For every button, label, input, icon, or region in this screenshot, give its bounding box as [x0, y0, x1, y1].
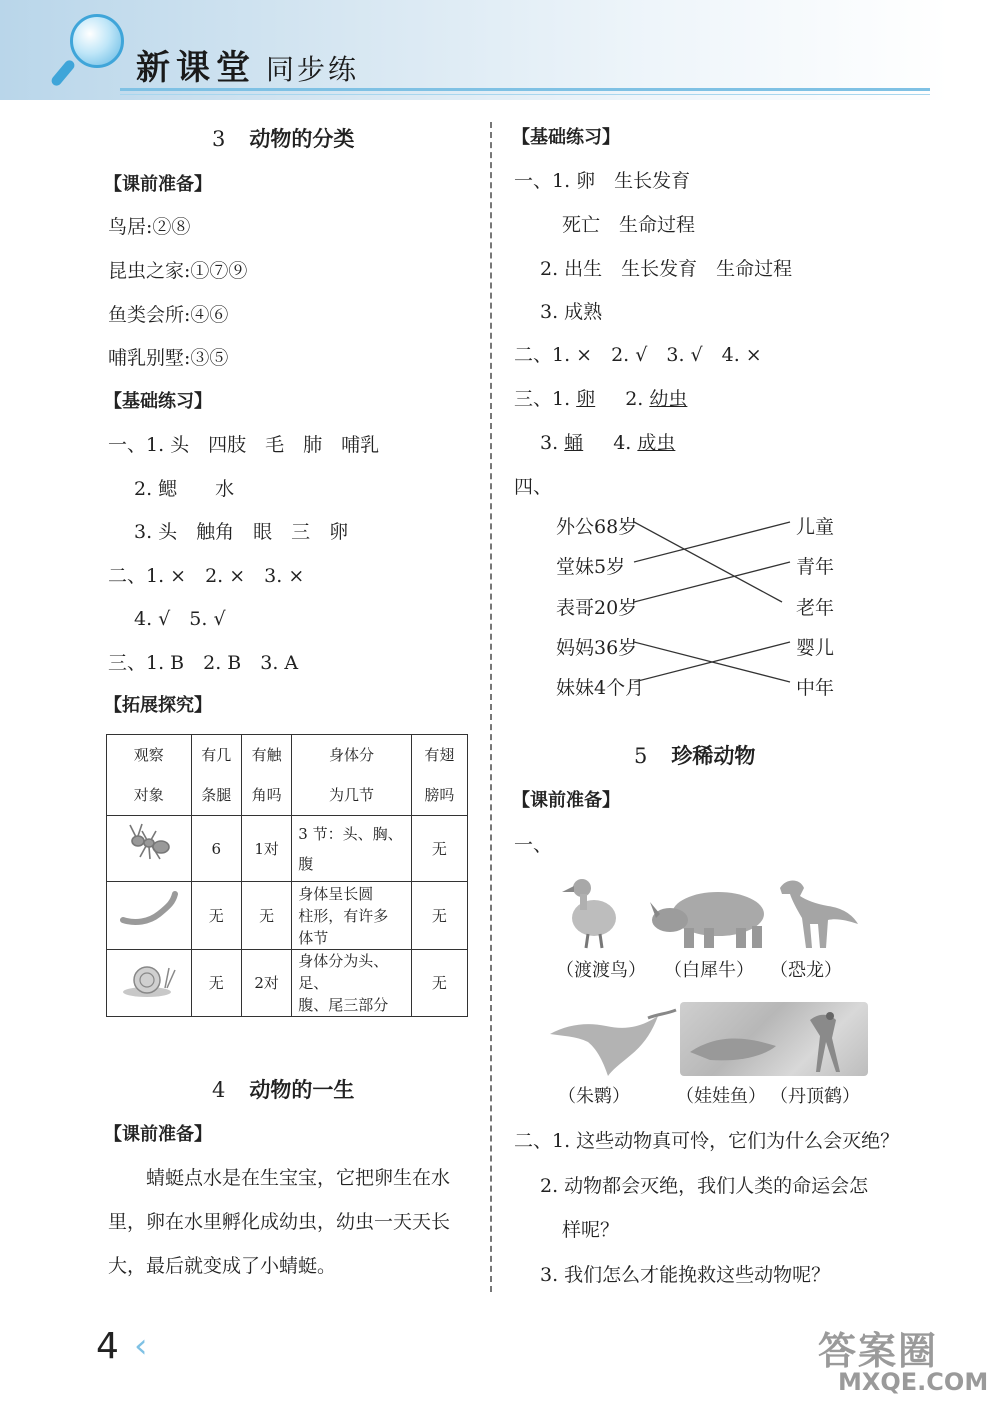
sec4-q3-line-1 [514, 384, 687, 411]
q3-prefix: 2. [625, 388, 650, 410]
section-4-name: 动物的一生 [249, 1078, 355, 1102]
ant-body-cell [292, 816, 411, 882]
sec4-q1-line: 一、1. 卵 生长发育 [514, 170, 691, 192]
earthworm-body-cell [292, 882, 411, 950]
table-header-cell [411, 735, 467, 816]
match-left-item: 外公68岁 [556, 516, 638, 538]
section-5-name: 珍稀动物 [671, 744, 756, 768]
animal-label: （丹顶鹤） [770, 1086, 860, 1107]
sec3-basic-line: 一、1. 头 四肢 毛 肺 哺乳 [108, 434, 380, 456]
sec5-q2-line: 3. 我们怎么才能挽救这些动物呢？ [540, 1264, 831, 1286]
sec5-prep-label: 【课前准备】 [512, 790, 620, 811]
sec4-q3-line-2 [540, 428, 675, 455]
sec4-basic-label: 【基础练习】 [512, 127, 620, 148]
header-rule [120, 88, 930, 91]
table-row [107, 950, 468, 1017]
table-header-cell [241, 735, 291, 816]
cell-line: 角吗 [251, 786, 282, 804]
match-right-item: 儿童 [796, 516, 835, 538]
match-line-cousin-child [634, 522, 790, 562]
animal-label: （渡渡鸟） [556, 960, 646, 981]
ant-wings-cell: 无 [411, 816, 467, 882]
match-right-item: 婴儿 [796, 637, 835, 659]
cell-line: 对象 [133, 786, 164, 804]
cell-line: 为几节 [328, 786, 374, 804]
cell-line: 腹、尾三部分 [298, 996, 389, 1014]
cell-line: 身体分为头、 [298, 952, 389, 970]
q3-answer-larva: 幼虫 [649, 388, 688, 410]
sec3-prep-line: 鸟居:②⑧ [108, 216, 191, 238]
observation-table [106, 734, 468, 1017]
sec4-q1-line: 3. 成熟 [540, 301, 603, 323]
match-right-item: 老年 [796, 597, 835, 619]
match-left-item: 堂妹5岁 [556, 556, 626, 578]
match-line-brother-youth [634, 562, 790, 602]
table-header-cell [191, 735, 241, 816]
giant-salamander-and-crane-photo [680, 1002, 868, 1076]
table-header-cell [107, 735, 192, 816]
crested-ibis-picture-icon [548, 1004, 678, 1078]
section-3-title [212, 123, 354, 153]
sec4-q2-line: 二、1. × 2. √ 3. √ 4. × [514, 344, 762, 366]
table-row [107, 882, 468, 950]
ant-antenna-cell: 1对 [241, 816, 291, 882]
section-4-title [212, 1074, 354, 1104]
table-row [107, 816, 468, 882]
animal-label: （娃娃鱼） [676, 1086, 766, 1107]
sec3-basic-line: 三、1. B 2. B 3. A [108, 652, 299, 674]
snail-body-cell [292, 950, 411, 1017]
dinosaur-picture-icon [776, 874, 860, 950]
animal-label: （恐龙） [770, 960, 842, 981]
q3-prefix: 4. [613, 432, 638, 454]
sec5-q2-line: 二、1. 这些动物真可怜，它们为什么会灭绝？ [514, 1130, 900, 1152]
earthworm-antenna-cell: 无 [241, 882, 291, 950]
sec4-q4-label: 四、 [514, 476, 553, 498]
snail-picture-cell [107, 950, 192, 1017]
table-header-cell [292, 735, 411, 816]
cell-line: 膀吗 [424, 786, 455, 804]
section-5-title [634, 740, 755, 770]
brand-subtitle: 同步练 [266, 53, 360, 86]
cell-line: 观察 [133, 746, 164, 764]
sec3-basic-line: 2. 鳃 水 [134, 478, 235, 500]
cell-line: 身体呈长圆 [298, 884, 374, 903]
earthworm-icon [119, 888, 179, 928]
chevron-left-icon: ‹ [134, 1326, 148, 1366]
ant-picture-cell [107, 816, 192, 882]
snail-wings-cell: 无 [411, 950, 467, 1017]
section-5-number: 5 [634, 744, 648, 768]
animal-label: （朱鹮） [558, 1086, 630, 1107]
cell-line: 足、 [298, 974, 329, 992]
snail-icon [119, 954, 179, 998]
watermark-logo: 答案圈 [818, 1329, 939, 1373]
sec3-basic-label: 【基础练习】 [104, 391, 212, 412]
animal-label: （白犀牛） [664, 960, 754, 981]
earthworm-picture-cell [107, 882, 192, 950]
cell-line: 柱形，有许多 [298, 906, 389, 925]
sec5-q1-label: 一、 [514, 834, 553, 856]
column-divider [490, 122, 492, 1292]
sec3-prep-line: 哺乳别墅:③⑤ [108, 347, 229, 369]
sec4-prep-line: 蜻蜓点水是在生宝宝，它把卵生在水 [108, 1167, 451, 1189]
sec3-ext-label: 【拓展探究】 [104, 695, 212, 716]
earthworm-wings-cell: 无 [411, 882, 467, 950]
cell-line: 3 节：头、胸、 [298, 824, 403, 843]
match-right-item: 中年 [796, 677, 835, 699]
sec4-prep-line: 里，卵在水里孵化成幼虫，幼虫一天天长 [108, 1211, 451, 1233]
cell-line: 有触 [251, 746, 282, 764]
sec3-basic-line: 3. 头 触角 眼 三 卵 [134, 521, 349, 543]
section-3-name: 动物的分类 [249, 127, 355, 151]
sec3-basic-line: 二、1. × 2. × 3. × [108, 565, 305, 587]
ant-legs-cell: 6 [191, 816, 241, 882]
brand-title: 新课堂 [136, 48, 256, 88]
watermark-url: MXQE.COM [838, 1368, 989, 1396]
match-left-item: 妹妹4个月 [556, 677, 645, 699]
table-header-row [107, 735, 468, 816]
q3-answer-egg: 卵 [576, 388, 596, 410]
page-number: 4 [96, 1326, 119, 1367]
sec4-prep-line: 大，最后就变成了小蜻蜓。 [108, 1255, 337, 1277]
sec5-q2-line: 2. 动物都会灭绝，我们人类的命运会怎 [540, 1175, 869, 1197]
match-right-item: 青年 [796, 556, 835, 578]
match-left-item: 妈妈36岁 [556, 637, 638, 659]
section-4-number: 4 [212, 1078, 226, 1102]
snail-antenna-cell: 2对 [241, 950, 291, 1017]
section-3-number: 3 [212, 127, 226, 151]
q3-prefix: 3. [540, 432, 565, 454]
cell-line: 体节 [298, 928, 329, 947]
sec4-prep-label: 【课前准备】 [104, 1124, 212, 1145]
snail-legs-cell: 无 [191, 950, 241, 1017]
header-rule-thin [120, 94, 930, 95]
cell-line: 条腿 [201, 786, 232, 804]
ant-icon [124, 819, 174, 863]
white-rhino-picture-icon [648, 884, 772, 950]
sec4-q1-line: 2. 出生 生长发育 生命过程 [540, 258, 793, 280]
sec4-q1-line: 死亡 生命过程 [562, 214, 696, 236]
sec5-q2-line: 样呢？ [562, 1219, 620, 1241]
sec3-prep-line: 昆虫之家:①⑦⑨ [108, 260, 248, 282]
giant-salamander-picture-icon [680, 1002, 868, 1076]
matching-lines [630, 510, 800, 700]
match-left-item: 表哥20岁 [556, 597, 638, 619]
cell-line: 有几 [201, 746, 232, 764]
dodo-picture-icon [560, 872, 630, 950]
magnifier-icon [70, 14, 124, 68]
q3-prefix: 三、1. [514, 388, 577, 410]
sec3-basic-line: 4. √ 5. √ [134, 608, 226, 630]
q3-answer-adult: 成虫 [637, 432, 676, 454]
cell-line: 腹 [298, 854, 314, 873]
sec3-prep-label: 【课前准备】 [104, 174, 212, 195]
q3-answer-pupa: 蛹 [564, 432, 584, 454]
cell-line: 身体分 [328, 746, 374, 764]
sec3-prep-line: 鱼类会所:④⑥ [108, 304, 229, 326]
match-line-grandpa-elderly [634, 522, 782, 602]
earthworm-legs-cell: 无 [191, 882, 241, 950]
cell-line: 有翅 [424, 746, 455, 764]
